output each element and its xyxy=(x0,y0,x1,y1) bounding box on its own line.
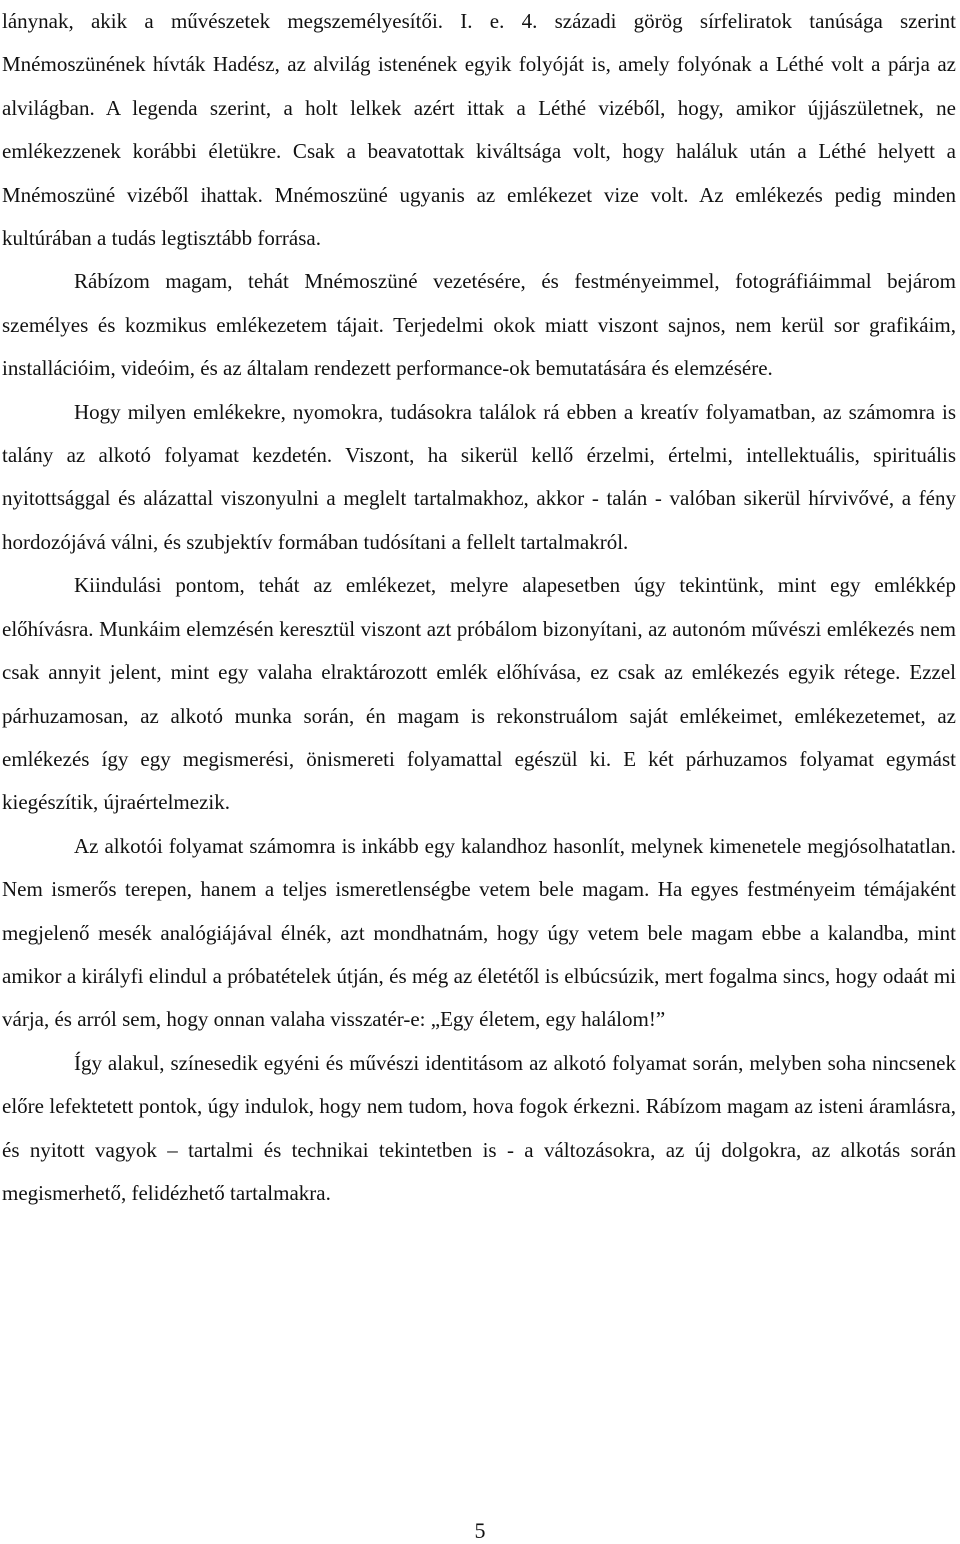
paragraph-1: lánynak, akik a művészetek megszemélyesítői. I. e. 4. századi görög sírfeliratok tanúsága szerint Mnémoszünének hívták Hadész, az alvilág istenének egyik folyóját is, amely folyónak a Léthé volt a párja az alvilágban. A legenda szerint, a holt lelkek azért ittak a Léthé vizéből, hogy, amikor újjászületnek, ne emlékezzenek korábbi életükre. Csak a beavatottak kiváltsága volt, hogy haláluk után a Léthé helyett a Mnémoszüné vizéből ihattak. Mnémoszüné ugyanis az emlékezet vize volt. Az emlékezés pedig minden kultúrában a tudás legtisztább forrása. xyxy=(2,9,956,251)
paragraph-2: Rábízom magam, tehát Mnémoszüné vezetésére, és festményeimmel, fotográfiáimmal bejárom személyes és kozmikus emlékezetem tájait. Terjedelmi okok miatt viszont sajnos, nem kerül sor grafikáim, installációim, videóim, és az általam rendezett performance-ok bemutatására és elemzésére. xyxy=(2,269,956,381)
paragraph-5: Az alkotói folyamat számomra is inkább egy kalandhoz hasonlít, melynek kimenetele megjósolhatatlan. Nem ismerős terepen, hanem a teljes ismeretlenségbe vetem bele magam. Ha egyes festményeim témájaként megjelenő mesék analógiájával élnék, azt mondhatnám, hogy úgy vetem bele magam ebbe a kalandba, mint amikor a királyfi elindul a próbatételek útján, és még az életétől is elbúcsúzik, mert fogalma sincs, hogy odaát mi várja, és arról sem, hogy onnan valaha visszatér-e: „Egy életem, egy halálom!” xyxy=(2,833,956,1032)
paragraph-6: Így alakul, színesedik egyéni és művészi identitásom az alkotó folyamat során, melyben soha nincsenek előre lefektetett pontok, úgy indulok, hogy nem tudom, hova fogok érkezni. Rábízom magam az isteni áramlásra, és nyitott vagyok – tartalmi és technikai tekintetben is - a változásokra, az új dolgokra, az alkotás során megismerhető, felidézhető tartalmakra. xyxy=(2,1050,956,1205)
paragraph-4: Kiindulási pontom, tehát az emlékezet, melyre alapesetben úgy tekintünk, mint egy emlékkép előhívásra. Munkáim elemzésén keresztül viszont azt próbálom bizonyítani, az autonóm művészi emlékezés nem csak annyit jelent, mint egy valaha elraktározott emlék előhívása, ez csak az emlékezés egyik rétege. Ezzel párhuzamosan, az alkotó munka során, én magam is rekonstruálom saját emlékeimet, emlékezetemet, az emlékezés így egy megismerési, önismereti folyamattal egészül ki. E két párhuzamos folyamat egymást kiegészítik, újraértelmezik. xyxy=(2,573,956,815)
paragraph-3: Hogy milyen emlékekre, nyomokra, tudásokra találok rá ebben a kreatív folyamatban, az számomra is talány az alkotó folyamat kezdetén. Viszont, ha sikerül kellő érzelmi, értelmi, intellektuális, spirituális nyitottsággal és alázattal viszonyulni a meglelt tartalmakhoz, akkor - talán - valóban sikerül hírvivővé, a fény hordozójává válni, és szubjektív formában tudósítani a fellelt tartalmakról. xyxy=(2,399,956,554)
body-text xyxy=(2,0,956,1215)
page-number: 5 xyxy=(474,1518,486,1543)
